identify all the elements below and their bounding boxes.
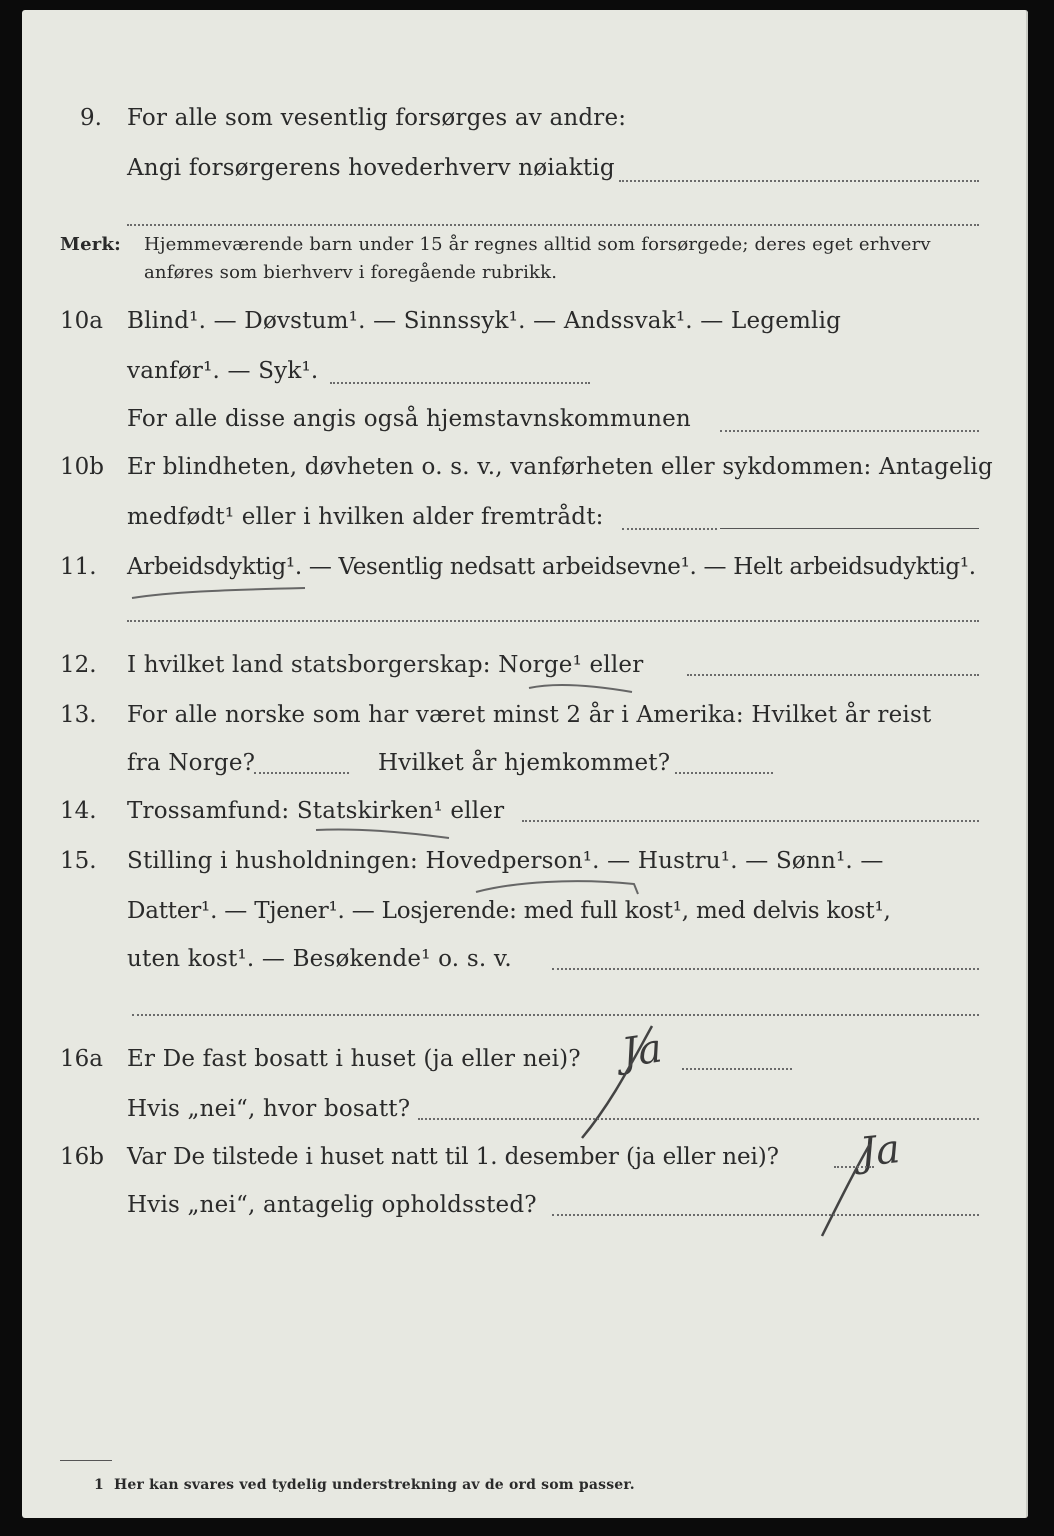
answer-line[interactable] <box>687 674 979 676</box>
handwritten-underline <box>527 680 637 700</box>
question-10a-text: vanfør¹. — Syk¹. <box>127 358 319 384</box>
question-number: 10a <box>60 308 103 334</box>
question-15-text: uten kost¹. — Besøkende¹ o. s. v. <box>127 946 512 972</box>
answer-line[interactable] <box>522 820 979 822</box>
question-12-text: I hvilket land statsborgerskap: Norge¹ eller <box>127 652 644 678</box>
question-number: 13. <box>60 702 97 728</box>
answer-line[interactable] <box>675 772 773 774</box>
question-10b-text: Er blindheten, døvheten o. s. v., vanførheten eller sykdommen: Antagelig <box>127 454 993 480</box>
answer-line[interactable] <box>127 224 979 226</box>
question-15-text: Datter¹. — Tjener¹. — Losjerende: med full kost¹, med delvis kost¹, <box>127 898 891 924</box>
footnote-text: Her kan svares ved tydelig understrekning av de ord som passer. <box>114 1477 635 1493</box>
handwritten-answer: Ja <box>618 1025 665 1077</box>
handwritten-stroke <box>572 1022 662 1142</box>
question-16b-text: Var De tilstede i huset natt til 1. desember (ja eller nei)? <box>127 1144 779 1170</box>
note-label: Merk: <box>60 234 121 255</box>
handwritten-answer: Ja <box>857 1126 903 1176</box>
question-16a-text: Er De fast bosatt i huset (ja eller nei)? <box>127 1046 581 1072</box>
question-16a-text: Hvis „nei“, hvor bosatt? <box>127 1096 411 1122</box>
question-number: 11. <box>60 554 97 580</box>
question-15-text: Stilling i husholdningen: Hovedperson¹. — Hustru¹. — Sønn¹. — <box>127 848 884 874</box>
note-text: Hjemmeværende barn under 15 år regnes alltid som forsørgede; deres eget erhverv <box>144 234 931 255</box>
footnote-divider <box>60 1460 112 1461</box>
handwritten-underline <box>130 586 310 606</box>
answer-line[interactable] <box>682 1068 792 1070</box>
answer-line[interactable] <box>330 382 590 384</box>
answer-line[interactable] <box>127 620 979 622</box>
answer-line[interactable] <box>720 528 979 529</box>
question-10a-text: For alle disse angis også hjemstavnskommunen <box>127 406 691 432</box>
answer-line[interactable] <box>552 968 979 970</box>
answer-line[interactable] <box>132 1014 979 1016</box>
answer-line[interactable] <box>834 1166 874 1168</box>
answer-line[interactable] <box>418 1118 979 1120</box>
question-number: 16b <box>60 1144 104 1170</box>
answer-line[interactable] <box>552 1214 979 1216</box>
answer-line[interactable] <box>622 528 717 530</box>
question-14-text: Trossamfund: Statskirken¹ eller <box>127 798 505 824</box>
question-9-text: For alle som vesentlig forsørges av andre: <box>127 105 627 131</box>
question-10a-text: Blind¹. — Døvstum¹. — Sinnssyk¹. — Andssvak¹. — Legemlig <box>127 308 842 334</box>
question-11-text: Arbeidsdyktig¹. — Vesentlig nedsatt arbeidsevne¹. — Helt arbeidsudyktig¹. <box>127 554 976 580</box>
answer-line[interactable] <box>720 430 979 432</box>
footnote-mark: 1 <box>94 1477 104 1493</box>
census-form-page <box>22 10 1028 1518</box>
question-number: 10b <box>60 454 104 480</box>
question-number: 15. <box>60 848 97 874</box>
question-number: 9. <box>80 105 102 131</box>
question-13-text: For alle norske som har været minst 2 år i Amerika: Hvilket år reist <box>127 702 932 728</box>
question-number: 16a <box>60 1046 103 1072</box>
handwritten-underline <box>474 874 644 900</box>
question-10b-text: medfødt¹ eller i hvilken alder fremtrådt: <box>127 504 604 530</box>
answer-line[interactable] <box>254 772 349 774</box>
question-13-text: Hvilket år hjemkommet? <box>378 750 671 776</box>
question-16b-text: Hvis „nei“, antagelig opholdssted? <box>127 1192 537 1218</box>
handwritten-stroke <box>810 1140 880 1240</box>
question-number: 14. <box>60 798 97 824</box>
question-9-prompt: Angi forsørgerens hovederhverv nøiaktig <box>127 155 615 181</box>
question-13-text: fra Norge? <box>127 750 256 776</box>
handwritten-underline <box>314 826 454 846</box>
answer-line[interactable] <box>619 180 979 182</box>
question-number: 12. <box>60 652 97 678</box>
note-text: anføres som bierhverv i foregående rubrikk. <box>144 262 558 283</box>
